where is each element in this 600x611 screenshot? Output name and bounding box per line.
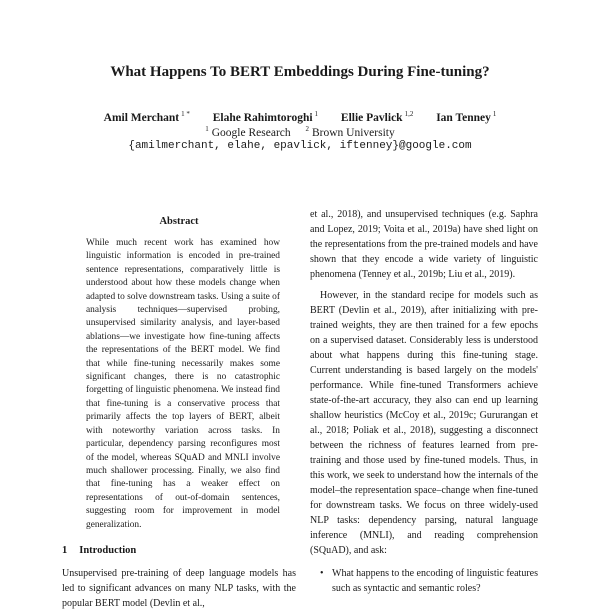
author-affiliation-mark: 1,2 <box>404 110 414 118</box>
author <box>213 112 318 124</box>
author-list <box>0 110 600 124</box>
author <box>341 112 413 124</box>
affiliation-name: Google Research <box>211 126 291 139</box>
author <box>104 112 190 124</box>
author-affiliation-mark: 1 <box>314 110 319 118</box>
abstract-text: While much recent work has examined how linguistic information is encoded in pre-trained sentence representations, comparatively little is understood about how these models change when adapted to solve downstream tasks. Using a suite of analysis techniques—supervised probing, unsupervised similarity analysis, and layer-based ablations—we investigate how fine-tuning affects the representations of the BERT model. We find that while fine-tuning necessarily makes some significant changes, there is no catastrophic forgetting of linguistic phenomena. We instead find that fine-tuning is a conservative process that primarily affects the top layers of BERT, albeit with noteworthy variation across tasks. In particular, dependency parsing reconfigures most of the model, whereas SQuAD and MNLI involve much shallower processing. Finally, we also find that fine-tuning has a weaker effect on representations of out-of-domain sentences, suggesting room for improvement in model generalization. <box>86 238 280 530</box>
bullet-text: What happens to the encoding of linguistic features such as syntactic and semantic roles? <box>332 568 538 594</box>
affiliation-name: Brown University <box>312 126 395 139</box>
section-heading <box>62 543 296 558</box>
right-column <box>310 207 538 596</box>
paper-title: What Happens To BERT Embeddings During Fine-tuning? <box>110 64 490 80</box>
bullet-item <box>310 566 538 596</box>
author <box>436 112 496 124</box>
bullet-mark: • <box>320 568 324 579</box>
author-emails: {amilmerchant, elahe, epavlick, iftenney}@google.com <box>128 140 472 152</box>
affiliation-list <box>0 125 600 139</box>
author-name: Elahe Rahimtoroghi <box>212 111 313 124</box>
paragraph: However, in the standard recipe for models such as BERT (Devlin et al., 2019), after initializing with pre-trained weights, they are then trained for a few epochs on a supervised dataset. Considerably less is understood about what happens during this fine-tuning stage. Current understanding is based largely on the models' performance. While fine-tuned Transformers achieve state-of-the-art accuracy, they also can end up learning shallow heuristics (McCoy et al., 2019c; Gururangan et al., 2018; Poliak et al., 2018), suggesting a disconnect between the richness of features learned from pre-training and those used by fine-tuned models. Thus, in this work, we seek to understand how the internals of the model–the representation space–change when fine-tuned for downstream tasks. We focus on three widely-used NLP tasks: dependency parsing, natural language inference (MNLI), and reading comprehension (SQuAD), and ask: <box>310 290 539 556</box>
section-title: Introduction <box>79 544 137 556</box>
author-name: Ian Tenney <box>436 111 491 124</box>
affiliation <box>306 127 395 139</box>
author-affiliation-mark: 1 <box>492 110 497 118</box>
affiliation <box>205 127 290 139</box>
abstract-heading: Abstract <box>159 216 199 227</box>
author-name: Ellie Pavlick <box>340 111 403 124</box>
section-number: 1 <box>62 544 68 556</box>
left-column <box>62 214 296 611</box>
paragraph: et al., 2018), and unsupervised techniques (e.g. Saphra and Lopez, 2019; Voita et al., 2019a) have shed light on the representations from the pre-trained models and have shown that they encode a wide variety of linguistic phenomena (Tenney et al., 2019b; Liu et al., 2019). <box>310 209 538 280</box>
author-name: Amil Merchant <box>103 111 180 124</box>
affiliation-mark: 1 <box>205 125 209 133</box>
author-affiliation-mark: 1 * <box>181 110 190 118</box>
intro-paragraph: Unsupervised pre-training of deep language models has led to significant advances on many NLP tasks, with the popular BERT model (Devlin et al., <box>62 567 296 609</box>
affiliation-mark: 2 <box>305 125 309 133</box>
